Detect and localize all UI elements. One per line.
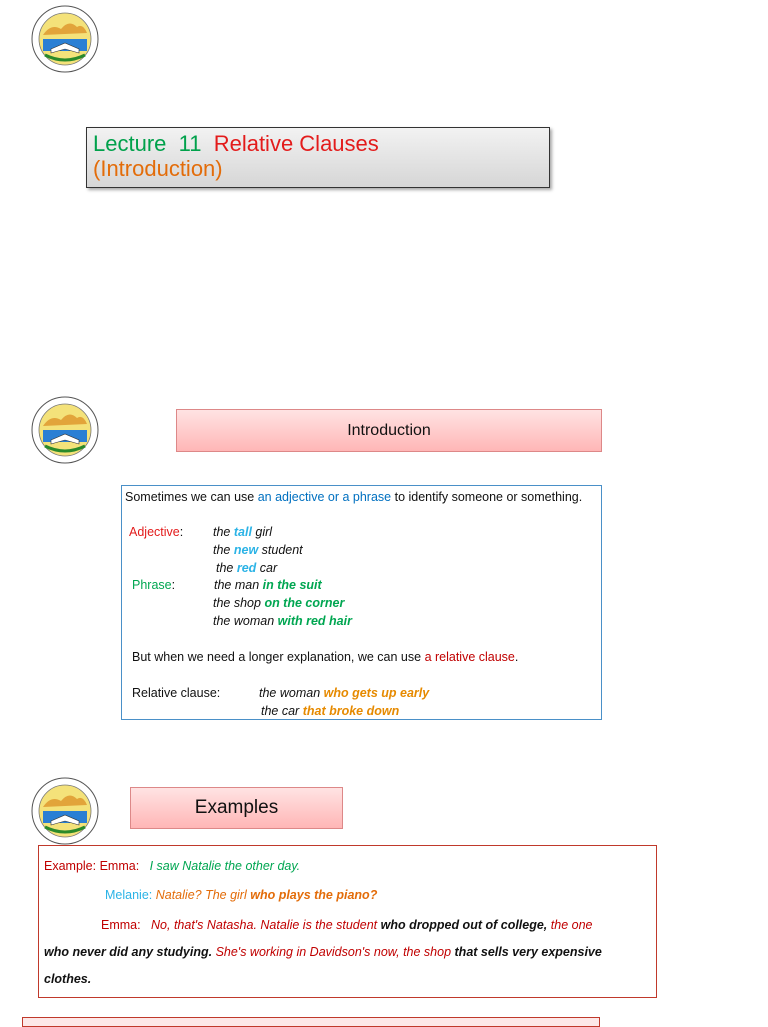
lecture-title-box xyxy=(86,127,550,188)
phrase-example: the man in the suit xyxy=(214,578,322,592)
example-line-5: clothes. xyxy=(44,972,92,986)
lecture-number: 11 xyxy=(178,131,202,156)
examples-content-box xyxy=(38,845,657,998)
intro-sentence xyxy=(125,490,582,504)
adjective-example: the red car xyxy=(216,561,278,575)
intro-sentence-start: Sometimes we can use xyxy=(125,490,258,504)
phrase-example: the shop on the corner xyxy=(213,596,345,610)
adjective-label-row xyxy=(129,525,183,539)
example-line-1: Example: Emma: I saw Natalie the other day. xyxy=(44,859,301,873)
introduction-heading: Introduction xyxy=(176,409,602,452)
introduction-content-box xyxy=(121,485,602,720)
adjective-label: Adjective xyxy=(129,525,180,539)
phrase-label: Phrase xyxy=(132,578,172,592)
lecture-label: Lecture xyxy=(93,131,167,156)
example-line-3: Emma: No, that's Natasha. Natalie is the student who dropped out of college, the one xyxy=(101,918,593,932)
next-slide-box-edge xyxy=(22,1017,600,1027)
phrase-example: the woman with red hair xyxy=(213,614,352,628)
adjective-example: the new student xyxy=(213,543,303,557)
example-line-2: Melanie: Natalie? The girl who plays the piano? xyxy=(105,888,378,902)
relative-example: the car that broke down xyxy=(261,704,400,718)
university-logo xyxy=(31,777,99,845)
example-line-4: who never did any studying. She's working in Davidson's now, the shop that sells very expensive xyxy=(44,945,602,959)
university-logo xyxy=(31,5,99,73)
relative-clause-label: Relative clause: xyxy=(132,686,221,700)
longer-explanation: But when we need a longer explanation, we can use a relative clause. xyxy=(132,650,519,664)
relative-example: the woman who gets up early xyxy=(259,686,430,700)
examples-heading: Examples xyxy=(130,787,343,829)
intro-sentence-highlight: an adjective or a phrase xyxy=(257,490,392,504)
phrase-label-row xyxy=(132,578,175,592)
phrase-colon: : xyxy=(171,578,176,592)
university-logo xyxy=(31,396,99,464)
lecture-subtitle: (Introduction) xyxy=(93,156,223,181)
adjective-colon: : xyxy=(179,525,184,539)
adjective-example: the tall girl xyxy=(213,525,273,539)
intro-sentence-end: to identify someone or something. xyxy=(391,490,583,504)
lecture-title: Relative Clauses xyxy=(213,131,379,156)
lecture-title-line xyxy=(93,131,543,156)
